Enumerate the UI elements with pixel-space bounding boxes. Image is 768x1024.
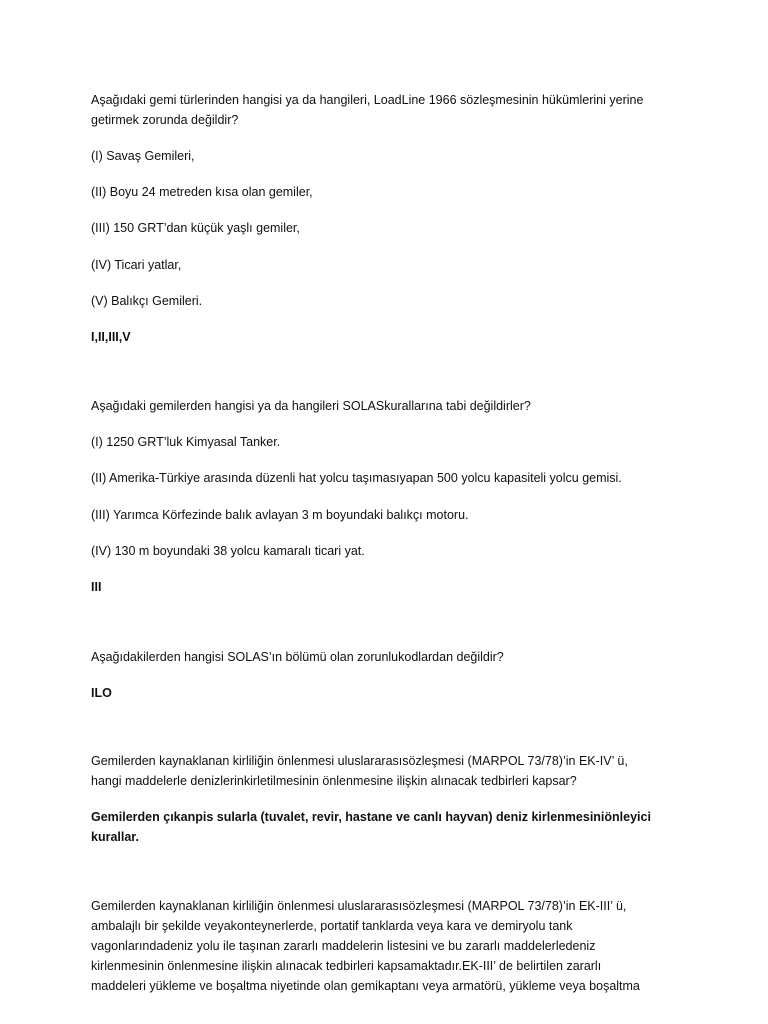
q5-line-3: vagonlarındadeniz yolu ile taşınan zararlı maddelerin listesini ve bu zararlı maddelerledeniz [91, 939, 596, 953]
q1-option-3: (III) 150 GRT’dan küçük yaşlı gemiler, [91, 221, 300, 235]
q2-option-3: (III) Yarımca Körfezinde balık avlayan 3 m boyundaki balıkçı motoru. [91, 508, 469, 522]
q5-line-4: kirlenmesinin önlenmesine ilişkin alınacak tedbirleri kapsamaktadır.EK-III’ de belirtilen zararlı [91, 959, 602, 973]
q2-answer: III [91, 580, 102, 594]
q5-line-1: Gemilerden kaynaklanan kirliliğin önlenmesi uluslararasısözleşmesi (MARPOL 73/78)’in EK-III’ ü, [91, 899, 627, 913]
q4-answer-line-2: kurallar. [91, 830, 139, 844]
q2-question: Aşağıdaki gemilerden hangisi ya da hangileri SOLASkurallarına tabi değildirler? [91, 399, 531, 413]
q4-question-line-2: hangi maddelerle denizlerinkirletilmesinin önlenmesine ilişkin alınacak tedbirleri kapsar? [91, 774, 577, 788]
q3-answer: ILO [91, 686, 112, 700]
q1-answer: I,II,III,V [91, 330, 131, 344]
q5-line-2: ambalajlı bir şekilde veyakonteynerlerde, portatif tanklarda veya kara ve demiryolu tank [91, 919, 573, 933]
q1-option-5: (V) Balıkçı Gemileri. [91, 294, 203, 308]
q1-option-4: (IV) Ticari yatlar, [91, 258, 182, 272]
q3-question: Aşağıdakilerden hangisi SOLAS’ın bölümü olan zorunlukodlardan değildir? [91, 650, 504, 664]
q1-question-line-1: Aşağıdaki gemi türlerinden hangisi ya da hangileri, LoadLine 1966 sözleşmesinin hükümlerini yerine [91, 93, 644, 107]
q5-line-5: maddeleri yükleme ve boşaltma niyetinde olan gemikaptanı veya armatörü, yükleme veya boşaltma [91, 979, 640, 993]
q4-answer-line-1: Gemilerden çıkanpis sularla (tuvalet, revir, hastane ve canlı hayvan) deniz kirlenmesiniönleyici [91, 810, 651, 824]
q1-option-2: (II) Boyu 24 metreden kısa olan gemiler, [91, 185, 313, 199]
q2-option-4: (IV) 130 m boyundaki 38 yolcu kamaralı ticari yat. [91, 544, 365, 558]
q1-question-line-2: getirmek zorunda değildir? [91, 113, 239, 127]
q2-option-1: (I) 1250 GRT’luk Kimyasal Tanker. [91, 435, 281, 449]
q2-option-2: (II) Amerika-Türkiye arasında düzenli hat yolcu taşımasıyapan 500 yolcu kapasiteli yolcu gemisi. [91, 471, 622, 485]
q1-option-1: (I) Savaş Gemileri, [91, 149, 195, 163]
q4-question-line-1: Gemilerden kaynaklanan kirliliğin önlenmesi uluslararasısözleşmesi (MARPOL 73/78)’in EK-IV’ ü, [91, 754, 628, 768]
